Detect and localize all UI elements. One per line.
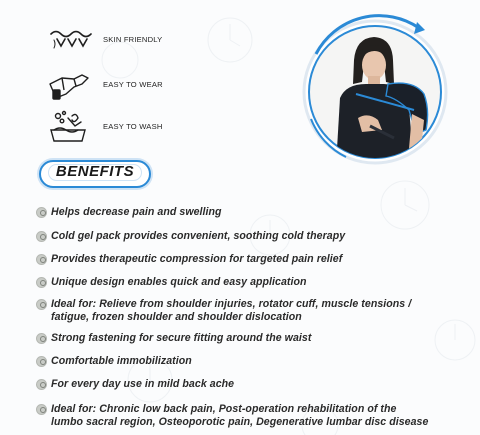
benefit-text: Ideal for: Relieve from shoulder injuries, rotator cuff, muscle tensions / fatigue, frozen shoulder and shoulder dislocation xyxy=(51,298,412,323)
product-image xyxy=(296,14,454,166)
feature-label: EASY TO WASH xyxy=(103,122,163,131)
feature-skin-friendly xyxy=(48,20,258,60)
benefit-text: Ideal for: Chronic low back pain, Post-operation rehabilitation of the lumbo sacral region, Osteoporotic pain, Degenerative lumbar disc disease xyxy=(51,403,429,428)
feature-list xyxy=(0,0,260,160)
bullet-icon xyxy=(36,231,47,242)
bullet-icon xyxy=(36,254,47,265)
benefit-text: Cold gel pack provides convenient, soothing cold therapy xyxy=(51,230,346,242)
benefit-text: Provides therapeutic compression for targeted pain relief xyxy=(51,253,343,265)
bullet-icon xyxy=(36,299,47,310)
benefit-text: Helps decrease pain and swelling xyxy=(51,206,222,218)
benefit-text: Strong fastening for secure fitting around the waist xyxy=(51,332,312,344)
skin-friendly-icon xyxy=(48,20,92,60)
feature-easy-to-wear xyxy=(48,66,258,106)
arrow-icon xyxy=(414,22,425,34)
bullet-icon xyxy=(36,379,47,390)
feature-label: EASY TO WEAR xyxy=(103,80,163,89)
feature-label: SKIN FRIENDLY xyxy=(103,35,163,44)
benefit-text: Unique design enables quick and easy application xyxy=(51,276,307,288)
bullet-icon xyxy=(36,333,47,344)
bullet-icon xyxy=(36,277,47,288)
feature-easy-to-wash xyxy=(48,108,258,148)
benefit-text: Comfortable immobilization xyxy=(51,355,192,367)
bullet-icon xyxy=(36,207,47,218)
benefits-heading xyxy=(36,157,156,191)
easy-to-wear-icon xyxy=(48,66,92,106)
benefit-list xyxy=(36,198,476,435)
bullet-icon xyxy=(36,404,47,415)
benefit-text: For every day use in mild back ache xyxy=(51,378,235,390)
benefits-title: BENEFITS xyxy=(55,163,135,180)
easy-to-wash-icon xyxy=(48,108,92,148)
bullet-icon xyxy=(36,356,47,367)
shoulder-wrap-illustration xyxy=(296,14,454,166)
